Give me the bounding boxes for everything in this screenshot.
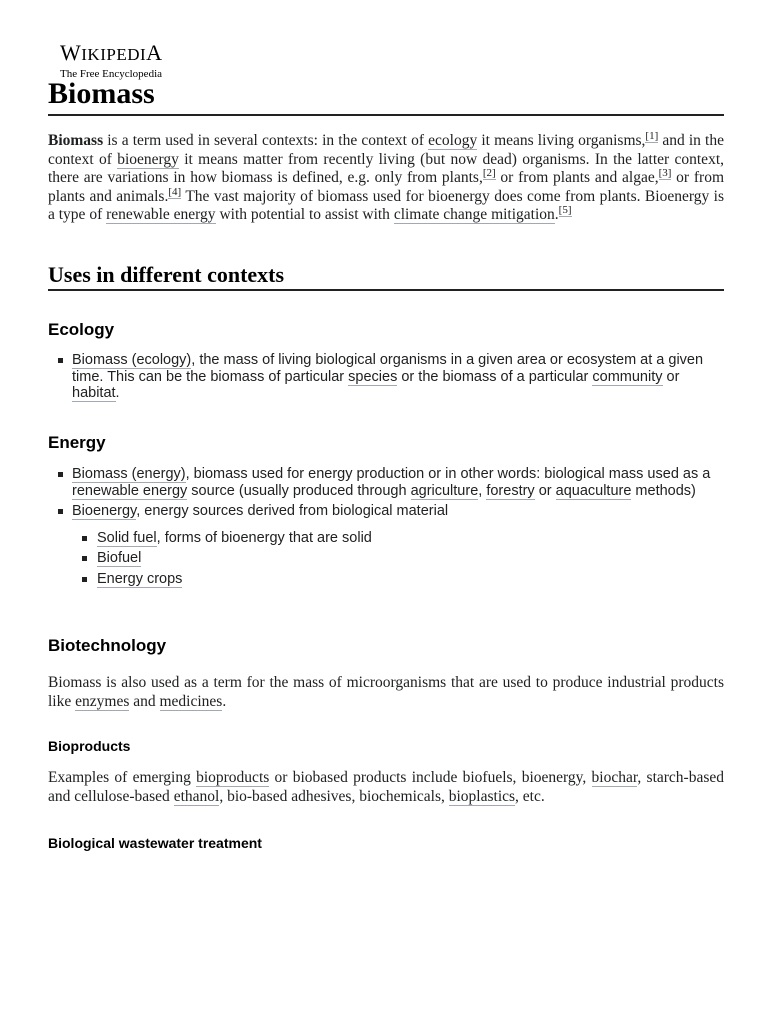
intro-text: is a term used in several contexts: in the context of (103, 132, 429, 149)
citation-5[interactable]: [5] (558, 204, 572, 217)
sublist-item (72, 530, 724, 547)
item-text: , energy sources derived from biological material (136, 503, 449, 519)
paragraph-text: and (129, 692, 160, 710)
bullet (58, 472, 63, 477)
sublist-item (72, 550, 724, 567)
intro-text: The vast majority of biomass used for bioenergy does come from plants. Bioenergy is a type of (48, 187, 724, 224)
paragraph-text: , etc. (515, 787, 545, 805)
link-bioenergy[interactable]: bioenergy (117, 150, 179, 168)
link-community[interactable]: community (592, 368, 663, 385)
item-text: , forms of bioenergy that are solid (156, 529, 372, 546)
citation-1[interactable]: [1] (645, 130, 659, 142)
logo-word-suffix: A (146, 40, 163, 65)
paragraph-text: , bio-based adhesives, biochemicals, (219, 787, 449, 805)
item-text: , the mass of living biological organisms in a given area or ecosystem at a given time. This can be the biomass of particular (72, 352, 704, 385)
link-renewable-energy[interactable]: renewable energy (106, 206, 216, 224)
paragraph-text: , starch-based and cellulose-based (48, 769, 724, 805)
logo-word-prefix: W (60, 40, 82, 65)
energy-list (48, 466, 724, 587)
link-biomass-ecology[interactable]: Biomass (ecology) (72, 352, 192, 368)
link-bioproducts[interactable]: bioproducts (196, 769, 270, 786)
bullet (82, 577, 87, 582)
bioenergy-sublist (72, 530, 724, 588)
link-forestry[interactable]: forestry (486, 482, 535, 499)
intro-text: with potential to assist with (215, 206, 394, 224)
link-ethanol[interactable]: ethanol (173, 787, 220, 805)
ecology-list (48, 352, 724, 402)
link-agriculture[interactable]: agriculture (410, 482, 479, 499)
intro-text: or from plants and algae, (495, 169, 659, 187)
link-biomass-energy[interactable]: Biomass (energy) (72, 466, 186, 482)
item-text: methods) (631, 482, 696, 499)
item-text: or the biomass of a particular (397, 368, 593, 385)
list-item (48, 466, 724, 499)
item-text: , (478, 482, 487, 499)
item-text: source (usually produced through (187, 482, 411, 499)
intro-text: . (554, 206, 559, 224)
link-aquaculture[interactable]: aquaculture (555, 482, 632, 499)
item-text: . (115, 385, 120, 401)
sublist-item (72, 571, 724, 588)
intro-text: or from plants and animals. (48, 169, 725, 205)
paragraph-text: or biobased products include biofuels, bioenergy, (269, 769, 592, 786)
link-medicines[interactable]: medicines (159, 692, 223, 710)
link-renewable-energy[interactable]: renewable energy (72, 482, 188, 499)
link-climate-change-mitigation[interactable]: climate change mitigation (393, 206, 555, 224)
bullet (82, 536, 87, 541)
title-divider (48, 114, 724, 116)
link-species[interactable]: species (348, 368, 398, 385)
link-energy-crops[interactable]: Energy crops (97, 570, 183, 587)
list-item (48, 352, 724, 402)
intro-text: and in the context of (48, 132, 724, 168)
paragraph-text: . (222, 692, 227, 710)
intro-bold-term: Biomass (48, 132, 104, 149)
item-text: or (662, 368, 680, 385)
link-habitat[interactable]: habitat (72, 385, 116, 401)
bullet (58, 509, 63, 514)
link-bioenergy[interactable]: Bioenergy (72, 503, 137, 519)
logo-wordmark (60, 41, 260, 67)
link-ecology[interactable]: ecology (428, 132, 478, 149)
paragraph-text: Biomass is also used as a term for the mass of microorganisms that are used to produce industrial products like (48, 674, 724, 710)
item-text: or (534, 482, 556, 499)
subsubsection-heading-bioproducts: Bioproducts (48, 738, 131, 754)
wikipedia-logo[interactable] (60, 41, 260, 80)
section-heading-uses: Uses in different contexts (48, 262, 285, 287)
link-enzymes[interactable]: enzymes (75, 692, 130, 710)
intro-paragraph (48, 132, 724, 225)
intro-text: it means matter from recently living (but now dead) organisms. In the latter context, there are variations in how biomass is defined, e.g. only from plants, (48, 150, 724, 187)
biotechnology-paragraph (48, 674, 724, 711)
list-item (48, 503, 724, 587)
logo-word-rest: IKIPEDI (81, 45, 147, 64)
citation-4[interactable]: [4] (168, 185, 182, 198)
link-biochar[interactable]: biochar (591, 769, 638, 786)
page-title: Biomass (48, 77, 155, 110)
link-biofuel[interactable]: Biofuel (97, 550, 142, 566)
section-divider (48, 289, 724, 291)
bullet (58, 358, 63, 363)
subsection-heading-ecology: Ecology (48, 320, 115, 339)
subsection-heading-biotechnology: Biotechnology (48, 636, 167, 655)
citation-2[interactable]: [2] (482, 167, 496, 180)
bioproducts-paragraph (48, 769, 724, 806)
paragraph-text: Examples of emerging (48, 769, 197, 786)
citation-3[interactable]: [3] (658, 167, 672, 180)
link-solid-fuel[interactable]: Solid fuel (97, 529, 157, 546)
subsubsection-heading-wastewater: Biological wastewater treatment (48, 835, 262, 851)
subsection-heading-energy: Energy (48, 433, 106, 452)
intro-text: it means living organisms, (477, 132, 646, 149)
bullet (82, 556, 87, 561)
link-bioplastics[interactable]: bioplastics (448, 787, 516, 805)
item-text: , biomass used for energy production or in other words: biological mass used as a (185, 466, 711, 482)
logo-tagline: The Free Encyclopedia (60, 68, 163, 80)
